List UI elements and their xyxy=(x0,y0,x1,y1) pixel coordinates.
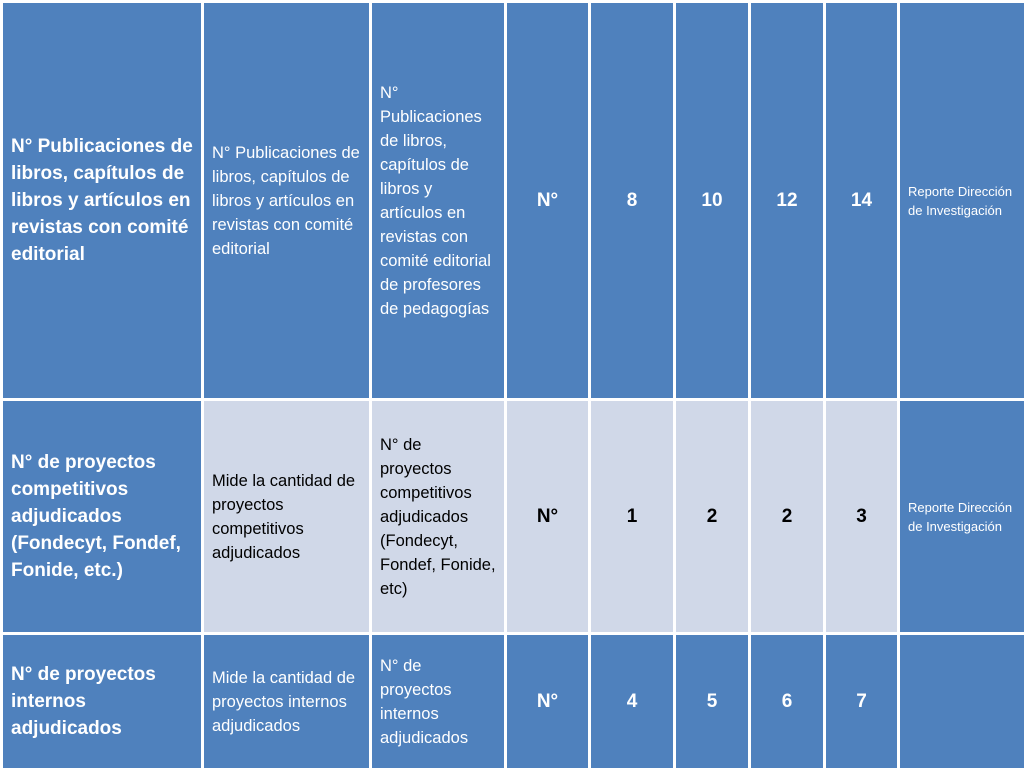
formula-cell: N° Publicaciones de libros, capítulos de libros y artículos en revistas con comité editorial de profesores de pedagogías xyxy=(371,2,506,400)
target-year-2-cell: 2 xyxy=(675,400,750,634)
source-cell: Reporte Dirección de Investigación xyxy=(899,400,1024,634)
description-cell: N° Publicaciones de libros, capítulos de libros y artículos en revistas con comité editorial xyxy=(203,2,371,400)
target-year-4-cell: 14 xyxy=(825,2,899,400)
table-row xyxy=(2,634,1024,770)
target-year-1-cell: 1 xyxy=(590,400,675,634)
source-cell xyxy=(899,634,1024,770)
description-cell: Mide la cantidad de proyectos competitivos adjudicados xyxy=(203,400,371,634)
formula-cell: N° de proyectos competitivos adjudicados (Fondecyt, Fondef, Fonide, etc) xyxy=(371,400,506,634)
indicator-name-cell: N° de proyectos competitivos adjudicados (Fondecyt, Fondef, Fonide, etc.) xyxy=(2,400,203,634)
source-cell: Reporte Dirección de Investigación xyxy=(899,2,1024,400)
unit-cell: N° xyxy=(506,2,590,400)
target-year-3-cell: 12 xyxy=(750,2,825,400)
target-year-2-cell: 5 xyxy=(675,634,750,770)
target-year-2-cell: 10 xyxy=(675,2,750,400)
unit-cell: N° xyxy=(506,400,590,634)
target-year-1-cell: 8 xyxy=(590,2,675,400)
table-row xyxy=(2,2,1024,400)
target-year-3-cell: 6 xyxy=(750,634,825,770)
indicator-name-cell: N° Publicaciones de libros, capítulos de libros y artículos en revistas con comité editorial xyxy=(2,2,203,400)
indicator-name-cell: N° de proyectos internos adjudicados xyxy=(2,634,203,770)
target-year-4-cell: 7 xyxy=(825,634,899,770)
formula-cell: N° de proyectos internos adjudicados xyxy=(371,634,506,770)
description-cell: Mide la cantidad de proyectos internos adjudicados xyxy=(203,634,371,770)
table-row xyxy=(2,400,1024,634)
unit-cell: N° xyxy=(506,634,590,770)
target-year-1-cell: 4 xyxy=(590,634,675,770)
target-year-3-cell: 2 xyxy=(750,400,825,634)
target-year-4-cell: 3 xyxy=(825,400,899,634)
